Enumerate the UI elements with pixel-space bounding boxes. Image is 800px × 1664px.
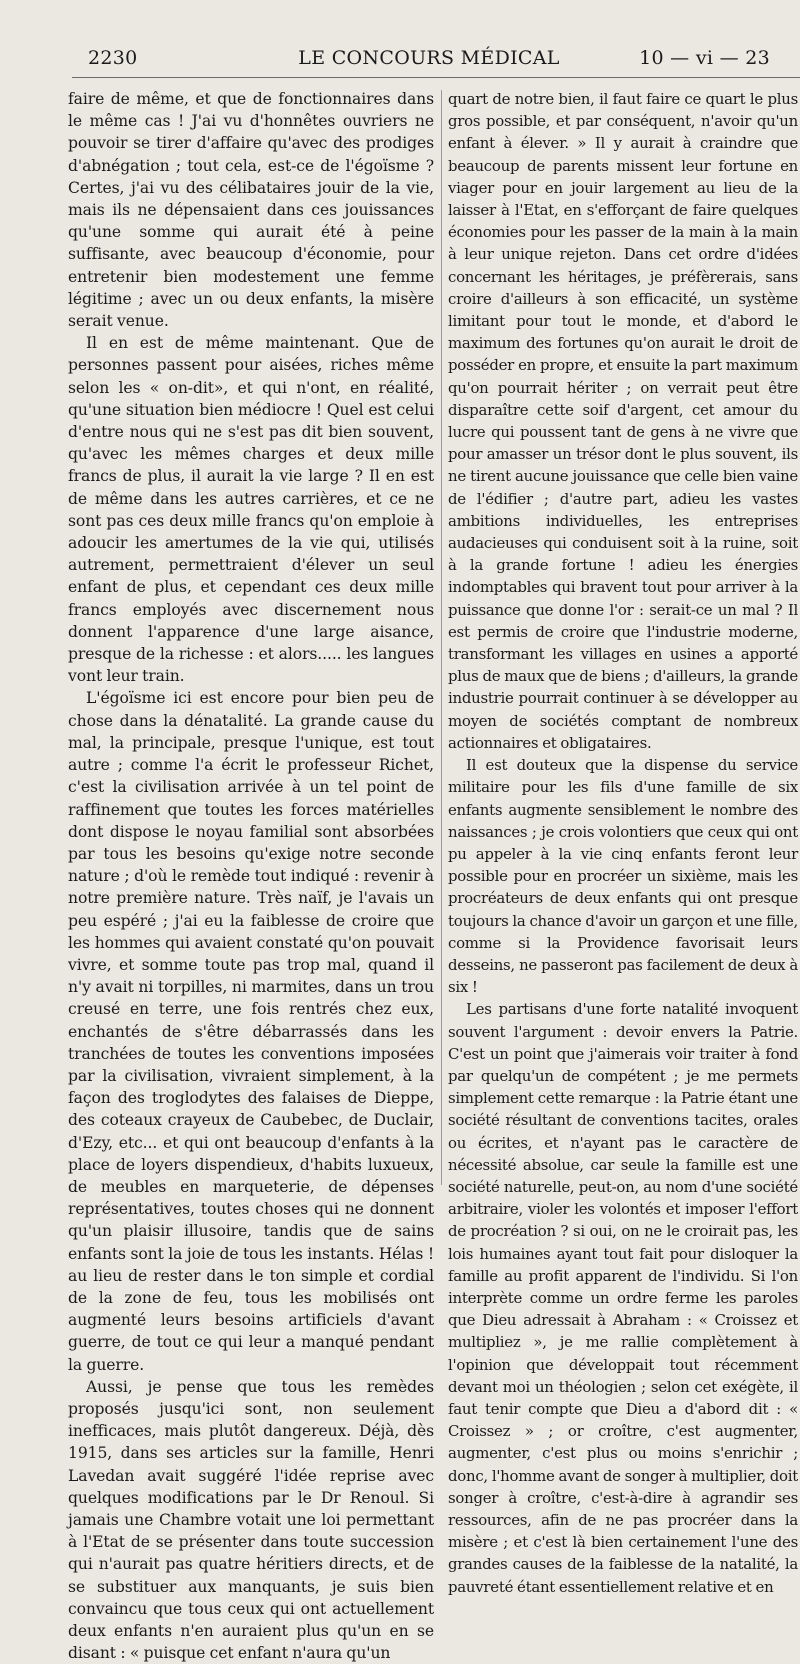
paragraph: Les partisans d'une forte natalité invoquent souvent l'argument : devoir envers la Patrie. C'est un point que j'aimerais voir traiter à fond par quelqu'un de compétent ; je me permets simplement cette remarque : la Patrie étant une société résultant de conventions tacites, orales ou écrites, et n'ayant pas le caractère de nécessité absolue, car seule la famille est une société naturelle, peut-on, au nom d'une société arbitraire, violer les volontés et imposer l'effort de procréation ? si oui, on ne le croirait pas, les lois humaines ayant tout fait pour disloquer la famille au profit apparent de l'individu. Si l'on interprète comme un ordre ferme les paroles que Dieu adressait à Abraham : « Croissez et multipliez », je me rallie complètement à l'opinion que développait tout récemment devant moi un théologien ; selon cet exégète, il faut tenir compte que Dieu a d'abord dit : « Croissez » ; or croître, c'est augmenter, augmenter, c'est plus ou moins s'enrichir ; donc, l'homme avant de songer à multiplier, doit songer à croître, c'est-à-dire à agrandir ses ressources, afin de ne pas procréer dans la misère ; et c'est là bien certainement l'une des grandes causes de la faiblesse de la natalité, la pauvreté étant essentiellement relative et en [448,1000,798,1596]
paragraph: faire de même, et que de fonctionnaires dans le même cas ! J'ai vu d'honnêtes ouvriers ne pouvoir se tirer d'affaire qu'avec des prodiges d'abnégation ; tout cela, est-ce de l'égoïsme ? Certes, j'ai vu des célibataires jouir de la vie, mais ils ne dépensaient dans ces jouissances qu'une somme qui aurait été à peine suffisante, avec beaucoup d'économie, pour entretenir bien modestement une femme légitime ; avec un ou deux enfants, la misère serait venue. [68,90,434,331]
paragraph: quart de notre bien, il faut faire ce quart le plus gros possible, et par conséquent, n'avoir qu'un enfant à élever. » Il y aurait à craindre que beaucoup de parents missent leur fortune en viager pour en jouir largement au lieu de la laisser à l'Etat, en s'efforçant de faire quelques économies pour les passer de la main à la main à leur unique rejeton. Dans cet ordre d'idées concernant les héritages, je préfèrerais, sans croire d'ailleurs à son efficacité, un système limitant pour tout le monde, et d'abord le maximum des fortunes qu'on aurait le droit de posséder en propre, et ensuite la part maximum qu'on pourrait hériter ; on verrait peut être disparaître cette soif d'argent, cet amour du lucre qui poussent tant de gens à ne vivre que pour amasser un trésor dont le plus souvent, ils ne tirent aucune jouissance que celle bien vaine de l'édifier ; d'autre part, adieu les vastes ambitions individuelles, les entreprises audacieuses qui conduisent soit à la ruine, soit à la grande fortune ! adieu les énergies indomptables qui bravent tout pour arriver à la puissance que donne l'or : serait-ce un mal ? Il est permis de croire que l'industrie moderne, transformant les villages en usines a apporté plus de maux que de biens ; d'ailleurs, la grande industrie pourrait continuer à se développer au moyen de sociétés comptant de nombreux actionnaires et obligataires. [448,90,798,752]
journal-title: LE CONCOURS MÉDICAL [298,47,560,69]
paragraph: Il en est de même maintenant. Que de personnes passent pour aisées, riches même selon les « on-dit», et qui n'ont, en réalité, qu'une situation bien médiocre ! Quel est celui d'entre nous qui ne s'est pas dit bien souvent, qu'avec les mêmes charges et deux mille francs de plus, il aurait la vie large ? Il en est de même dans les autres carrières, et ce ne sont pas ces deux mille francs qu'on emploie à adoucir les amertumes de la vie qui, utilisés autrement, permettraient d'élever un seul enfant de plus, et cependant ces deux mille francs employés avec discernement nous donnent l'apparence d'une large aisance, presque de la richesse : et alors..... les langues vont leur train. [68,334,434,686]
paragraph: Il est douteux que la dispense du service militaire pour les fils d'une famille de six enfants augmente sensiblement le nombre des naissances ; je crois volontiers que ceux qui ont pu appeler à la vie cinq enfants feront leur possible pour en procréer un sixième, mais les procréateurs de deux enfants qui ont presque toujours la chance d'avoir un garçon et une fille, comme si la Providence favorisait leurs desseins, ne passeront pas facilement de deux à six ! [448,756,798,997]
column-divider [441,90,442,1185]
header-rule [72,77,800,78]
right-column [448,88,798,1598]
issue-date: 10 — vi — 23 [639,47,770,69]
paragraph: L'égoïsme ici est encore pour bien peu de chose dans la dénatalité. La grande cause du mal, la principale, presque l'unique, est tout autre ; comme l'a écrit le professeur Richet, c'est la civilisation arrivée à un tel point de raffinement que toutes les forces matérielles dont dispose le noyau familial sont absorbées par tous les besoins qu'exige notre seconde nature ; d'où le remède tout indiqué : revenir à notre première nature. Très naïf, je l'avais un peu espéré ; j'ai eu la faiblesse de croire que les hommes qui avaient constaté qu'on pouvait vivre, et somme toute pas trop mal, quand il n'y avait ni torpilles, ni marmites, dans un trou creusé en terre, une fois rentrés chez eux, enchantés de s'être débarrassés dans les tranchées de toutes les conventions imposées par la civilisation, vivraient simplement, à la façon des troglodytes des falaises de Dieppe, des coteaux crayeux de Caubebec, de Duclair, d'Ezy, etc... et qui ont beaucoup d'enfants à la place de loyers dispendieux, d'habits luxueux, de meubles en marqueterie, de dépenses représentatives, toutes choses qui ne donnent qu'un plaisir illusoire, tandis que de sains enfants sont la joie de tous les instants. Hélas ! au lieu de rester dans le ton simple et cordial de la zone de feu, tous les mobilisés ont augmenté leurs besoins artificiels d'avant guerre, de tout ce qui leur a manqué pendant la guerre. [68,689,434,1374]
page-number: 2230 [88,47,138,69]
left-column [68,88,434,1664]
paragraph: Aussi, je pense que tous les remèdes proposés jusqu'ici sont, non seulement inefficaces, mais plutôt dangereux. Déjà, dès 1915, dans ses articles sur la famille, Henri Lavedan avait suggéré l'idée reprise avec quelques modifications par le Dr Renoul. Si jamais une Chambre votait une loi permettant à l'Etat de se présenter dans toute succession qui n'aurait pas quatre héritiers directs, et de se substituer aux manquants, je suis bien convaincu que tous ceux qui ont actuellement deux enfants n'en auraient plus qu'un en se disant : « puisque cet enfant n'aura qu'un [68,1377,434,1663]
page-header [88,38,770,78]
